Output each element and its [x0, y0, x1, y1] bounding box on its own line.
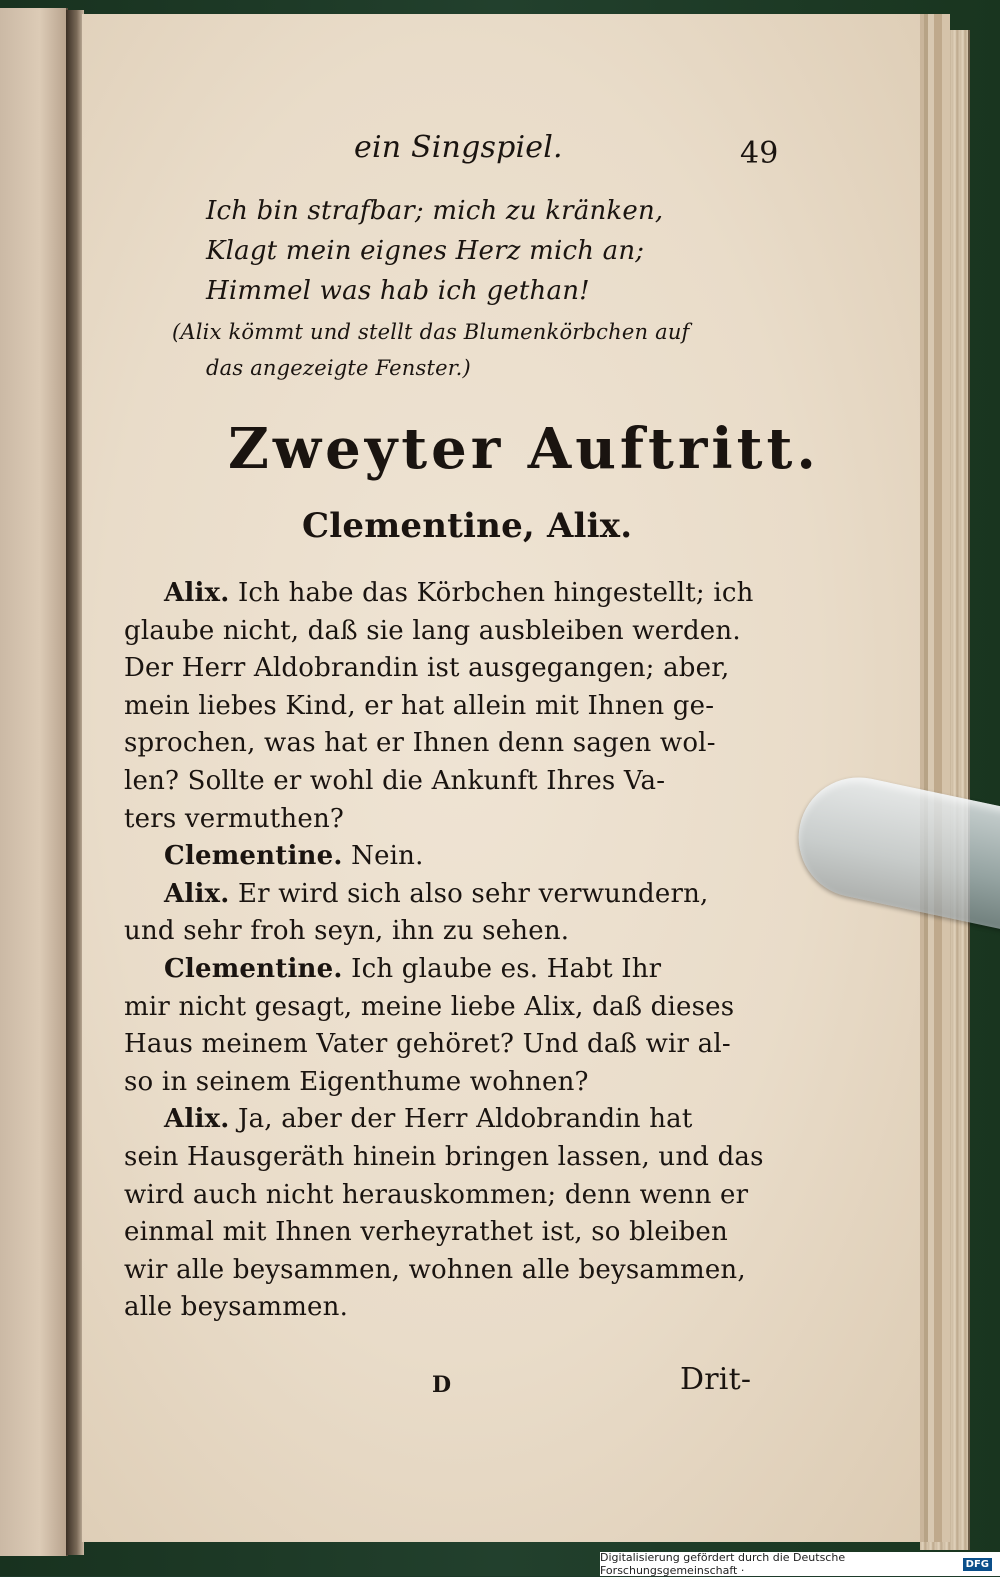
verse-line-3: Himmel was hab ich gethan! — [206, 276, 590, 306]
dialogue-line — [124, 1255, 746, 1285]
dialogue-text: mein liebes Kind, er hat allein mit Ihnen ge- — [124, 690, 715, 721]
dialogue-text: sein Hausgeräth hinein bringen lassen, und das — [124, 1142, 764, 1172]
dialogue-line — [124, 1142, 764, 1172]
dialogue-text: Er wird sich also sehr verwundern, — [229, 878, 709, 909]
dialogue-line — [124, 1029, 731, 1059]
digitization-notice — [600, 1552, 1000, 1576]
scene-characters: Clementine, Alix. — [302, 506, 633, 546]
dialogue-text: len? Sollte er wohl die Ankunft Ihres Va- — [124, 766, 666, 796]
dialogue-line — [124, 1217, 728, 1247]
dialogue-text: und sehr froh seyn, ihn zu sehen. — [124, 916, 570, 947]
dialogue-text: wird auch nicht herauskommen; denn wenn er — [124, 1179, 749, 1210]
dialogue-text: so in seinem Eigenthume wohnen? — [124, 1066, 589, 1097]
verse-line-1: Ich bin strafbar; mich zu kränken, — [206, 196, 664, 226]
dialogue-text: Ich habe das Körbchen hingestellt; ich — [229, 578, 754, 608]
scene-title: Zweyter Auftritt. — [228, 416, 820, 482]
dialogue-text: wir alle beysammen, wohnen alle beysammen, — [124, 1254, 746, 1285]
dialogue-text: Der Herr Aldobrandin ist ausgegangen; aber, — [124, 653, 730, 684]
dialogue-line — [124, 804, 344, 834]
dialogue-line — [124, 766, 665, 796]
dialogue-line — [164, 578, 754, 608]
dialogue-text: ters vermuthen? — [124, 803, 345, 834]
dialogue-text: mir nicht gesagt, meine liebe Alix, daß dieses — [124, 991, 735, 1022]
speaker-name: Alix. — [164, 578, 230, 608]
dialogue-line — [124, 616, 741, 646]
dialogue-line — [124, 653, 729, 683]
dialogue-text: Nein. — [342, 841, 424, 872]
speaker-name: Alix. — [164, 1104, 230, 1135]
catchword: Drit- — [680, 1362, 752, 1397]
dialogue-line — [124, 1180, 748, 1210]
running-title: ein Singspiel. — [354, 130, 563, 165]
dialogue-text: Ich glaube es. Habt Ihr — [342, 954, 662, 984]
dialogue-line — [164, 841, 424, 871]
dialogue-line — [124, 1067, 589, 1097]
verse-line-2: Klagt mein eignes Herz mich an; — [206, 236, 645, 266]
speaker-name: Alix. — [164, 878, 230, 909]
left-page-edge — [0, 8, 68, 1556]
stage-direction-line-1: (Alix kömmt und stellt das Blumenkörbchen auf — [172, 320, 690, 344]
dialogue-line — [124, 691, 714, 721]
dialogue-text: einmal mit Ihnen verheyrathet ist, so bleiben — [124, 1217, 728, 1248]
speaker-name: Clementine. — [164, 841, 343, 872]
dfg-logo-badge: DFG — [963, 1558, 992, 1571]
dialogue-text: glaube nicht, daß sie lang ausbleiben werden. — [124, 615, 741, 646]
dialogue-line — [164, 1104, 693, 1134]
dialogue-line — [124, 728, 716, 758]
dialogue-line — [124, 1292, 348, 1322]
stage-direction-line-2: das angezeigte Fenster.) — [206, 356, 471, 380]
dialogue-text: sprochen, was hat er Ihnen denn sagen wol- — [124, 728, 716, 759]
dialogue-text: Ja, aber der Herr Aldobrandin hat — [229, 1104, 693, 1135]
dialogue-line — [164, 879, 709, 909]
dialogue-line — [124, 992, 734, 1022]
dialogue-text: Haus meinem Vater gehöret? Und daß wir al- — [124, 1029, 731, 1060]
digitization-notice-text: Digitalisierung gefördert durch die Deutsche Forschungsgemeinschaft · — [600, 1551, 846, 1577]
dialogue-line — [124, 916, 569, 946]
signature-mark: D — [432, 1372, 452, 1398]
dialogue-line — [164, 954, 661, 984]
page-number: 49 — [740, 136, 779, 171]
speaker-name: Clementine. — [164, 954, 343, 984]
dialogue-text: alle beysammen. — [124, 1292, 349, 1323]
